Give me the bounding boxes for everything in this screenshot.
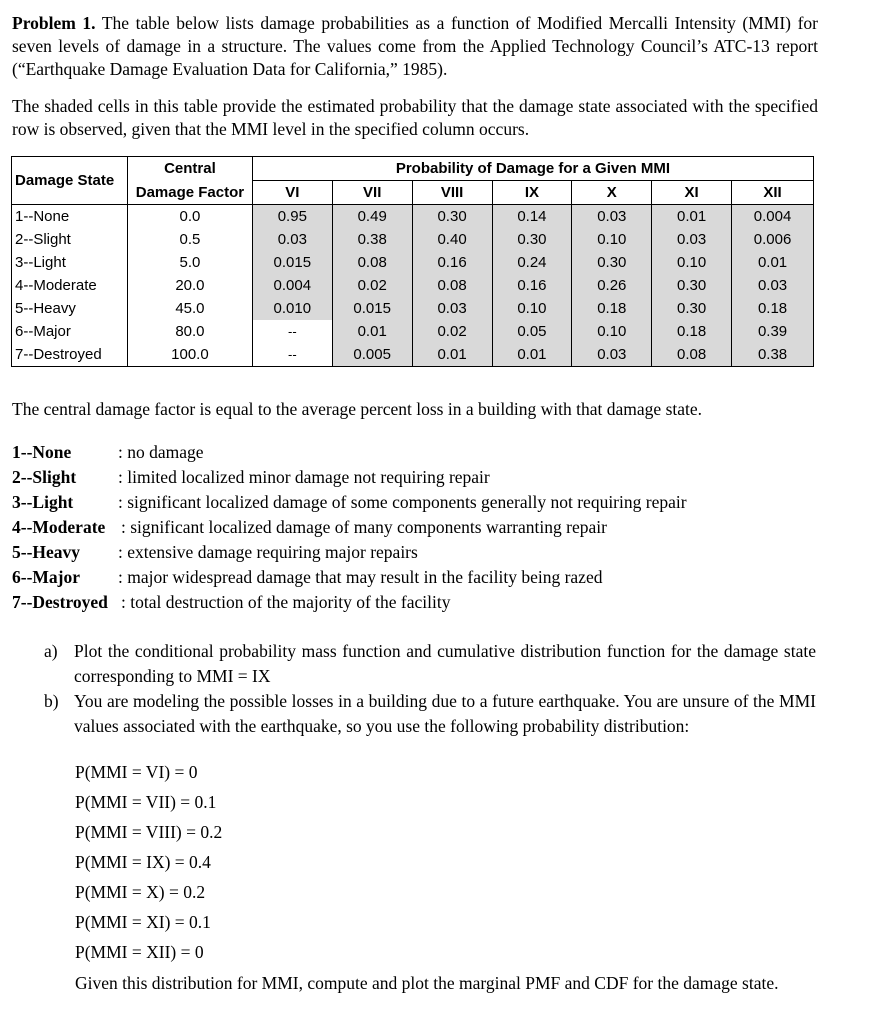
table-row (12, 228, 814, 251)
definition-desc: : significant localized damage of some components generally not requiring repair (118, 492, 687, 512)
probability-cell: 0.03 (732, 274, 814, 297)
definition-term: 4--Moderate (12, 517, 106, 537)
probability-cell: 0.02 (412, 320, 492, 343)
probability-cell: 0.03 (412, 297, 492, 320)
probability-cell: 0.004 (732, 205, 814, 229)
header-damage-state: Damage State (12, 157, 128, 205)
damage-state-cell: 5--Heavy (12, 297, 128, 320)
probability-cell: 0.006 (732, 228, 814, 251)
table-row (12, 320, 814, 343)
header-mmi-ix: IX (492, 181, 572, 205)
damage-factor-cell: 100.0 (127, 343, 252, 367)
probability-cell: 0.49 (332, 205, 412, 229)
probability-cell: 0.01 (492, 343, 572, 367)
question-parts (44, 639, 816, 739)
probability-cell: 0.005 (332, 343, 412, 367)
mmi-probability: P(MMI = VIII) = 0.2 (75, 822, 223, 842)
probability-cell: 0.01 (652, 205, 732, 229)
intro-paragraph-2: The shaded cells in this table provide the estimated probability that the damage state associated with the specified row is observed, given that the MMI level in the specified column occurs. (12, 96, 818, 139)
damage-state-cell: 4--Moderate (12, 274, 128, 297)
definition-row (12, 515, 607, 540)
probability-cell: 0.015 (332, 297, 412, 320)
definition-desc: : major widespread damage that may result in the facility being razed (118, 567, 603, 587)
probability-cell: 0.40 (412, 228, 492, 251)
mmi-distribution-list (75, 757, 222, 967)
definition-desc: : no damage (118, 442, 204, 462)
header-central: Central (127, 157, 252, 181)
definition-term: 2--Slight (12, 467, 77, 487)
mmi-probability: P(MMI = X) = 0.2 (75, 882, 206, 902)
probability-cell: 0.18 (572, 297, 652, 320)
damage-factor-cell: 20.0 (127, 274, 252, 297)
probability-cell: 0.010 (252, 297, 332, 320)
definition-row (12, 540, 418, 565)
probability-cell: 0.10 (572, 320, 652, 343)
probability-cell: 0.10 (492, 297, 572, 320)
probability-cell: 0.03 (252, 228, 332, 251)
definition-term: 5--Heavy (12, 542, 81, 562)
probability-cell: 0.24 (492, 251, 572, 274)
header-mmi-vii: VII (332, 181, 412, 205)
probability-cell: 0.16 (492, 274, 572, 297)
mmi-probability: P(MMI = XII) = 0 (75, 942, 204, 962)
mmi-probability: P(MMI = VI) = 0 (75, 762, 198, 782)
probability-cell: -- (252, 343, 332, 367)
definition-row (12, 440, 204, 465)
table-row (12, 274, 814, 297)
probability-cell: 0.16 (412, 251, 492, 274)
probability-cell: 0.03 (572, 205, 652, 229)
intro-paragraph-1 (12, 12, 818, 81)
probability-cell: 0.18 (652, 320, 732, 343)
probability-cell: 0.10 (652, 251, 732, 274)
part-label: b) (44, 691, 59, 711)
damage-probability-table (11, 156, 814, 367)
definition-term: 6--Major (12, 567, 81, 587)
damage-state-cell: 2--Slight (12, 228, 128, 251)
definition-term: 3--Light (12, 492, 74, 512)
damage-factor-cell: 0.5 (127, 228, 252, 251)
probability-cell: 0.38 (732, 343, 814, 367)
probability-cell: 0.01 (732, 251, 814, 274)
definition-desc: : limited localized minor damage not requiring repair (118, 467, 490, 487)
probability-cell: 0.30 (652, 274, 732, 297)
probability-cell: 0.30 (412, 205, 492, 229)
table-row (12, 297, 814, 320)
header-damage-factor: Damage Factor (127, 181, 252, 205)
probability-cell: 0.01 (332, 320, 412, 343)
header-mmi-xi: XI (652, 181, 732, 205)
table-row (12, 343, 814, 367)
mmi-probability: P(MMI = IX) = 0.4 (75, 852, 211, 872)
damage-factor-cell: 45.0 (127, 297, 252, 320)
table-row (12, 205, 814, 229)
probability-cell: 0.05 (492, 320, 572, 343)
probability-cell: 0.004 (252, 274, 332, 297)
header-mmi-vi: VI (252, 181, 332, 205)
mmi-probability: P(MMI = VII) = 0.1 (75, 792, 217, 812)
part-label: a) (44, 641, 58, 661)
probability-cell: 0.30 (492, 228, 572, 251)
definition-row (12, 490, 687, 515)
damage-state-cell: 1--None (12, 205, 128, 229)
probability-cell: 0.18 (732, 297, 814, 320)
part-text: Plot the conditional probability mass function and cumulative distribution function for the damage state corresponding to MMI = IX (74, 641, 816, 686)
probability-cell: -- (252, 320, 332, 343)
header-mmi-x: X (572, 181, 652, 205)
damage-factor-cell: 5.0 (127, 251, 252, 274)
definition-row (12, 465, 490, 490)
probability-cell: 0.08 (332, 251, 412, 274)
question-part-b (44, 689, 816, 739)
header-mmi-viii: VIII (412, 181, 492, 205)
probability-cell: 0.10 (572, 228, 652, 251)
damage-factor-cell: 0.0 (127, 205, 252, 229)
header-mmi-xii: XII (732, 181, 814, 205)
final-instruction: Given this distribution for MMI, compute and plot the marginal PMF and CDF for the damage state. (75, 973, 779, 993)
probability-cell: 0.14 (492, 205, 572, 229)
problem-label: Problem 1. (12, 13, 96, 33)
definition-row (12, 565, 603, 590)
probability-cell: 0.02 (332, 274, 412, 297)
header-probability-group: Probability of Damage for a Given MMI (252, 157, 813, 181)
definition-row (12, 590, 451, 615)
table-body (12, 205, 814, 367)
probability-cell: 0.08 (652, 343, 732, 367)
probability-cell: 0.38 (332, 228, 412, 251)
probability-cell: 0.30 (652, 297, 732, 320)
damage-factor-cell: 80.0 (127, 320, 252, 343)
definition-term: 1--None (12, 442, 72, 462)
probability-cell: 0.08 (412, 274, 492, 297)
probability-cell: 0.30 (572, 251, 652, 274)
definition-desc: : total destruction of the majority of the facility (121, 592, 451, 612)
damage-state-cell: 6--Major (12, 320, 128, 343)
probability-cell: 0.03 (652, 228, 732, 251)
intro-text-1: The table below lists damage probabilities as a function of Modified Mercalli Intensity (MMI) for seven levels of damage in a structure. The values come from the Applied Technology Council’s ATC-13 report (“Earthquake Damage Evaluation Data for California,” 1985). (12, 13, 819, 79)
damage-definitions (12, 440, 687, 615)
central-factor-note: The central damage factor is equal to the average percent loss in a building with that damage state. (12, 399, 703, 419)
probability-cell: 0.01 (412, 343, 492, 367)
definition-desc: : extensive damage requiring major repairs (118, 542, 418, 562)
definition-term: 7--Destroyed (12, 592, 108, 612)
part-text: You are modeling the possible losses in a building due to a future earthquake. You are unsure of the MMI values associated with the earthquake, so you use the following probability distribution: (74, 691, 816, 736)
table-row (12, 251, 814, 274)
damage-state-cell: 3--Light (12, 251, 128, 274)
probability-cell: 0.015 (252, 251, 332, 274)
definition-desc: : significant localized damage of many components warranting repair (121, 517, 607, 537)
probability-cell: 0.39 (732, 320, 814, 343)
question-part-a (44, 639, 816, 689)
probability-cell: 0.03 (572, 343, 652, 367)
probability-cell: 0.26 (572, 274, 652, 297)
mmi-probability: P(MMI = XI) = 0.1 (75, 912, 211, 932)
damage-state-cell: 7--Destroyed (12, 343, 128, 367)
probability-cell: 0.95 (252, 205, 332, 229)
